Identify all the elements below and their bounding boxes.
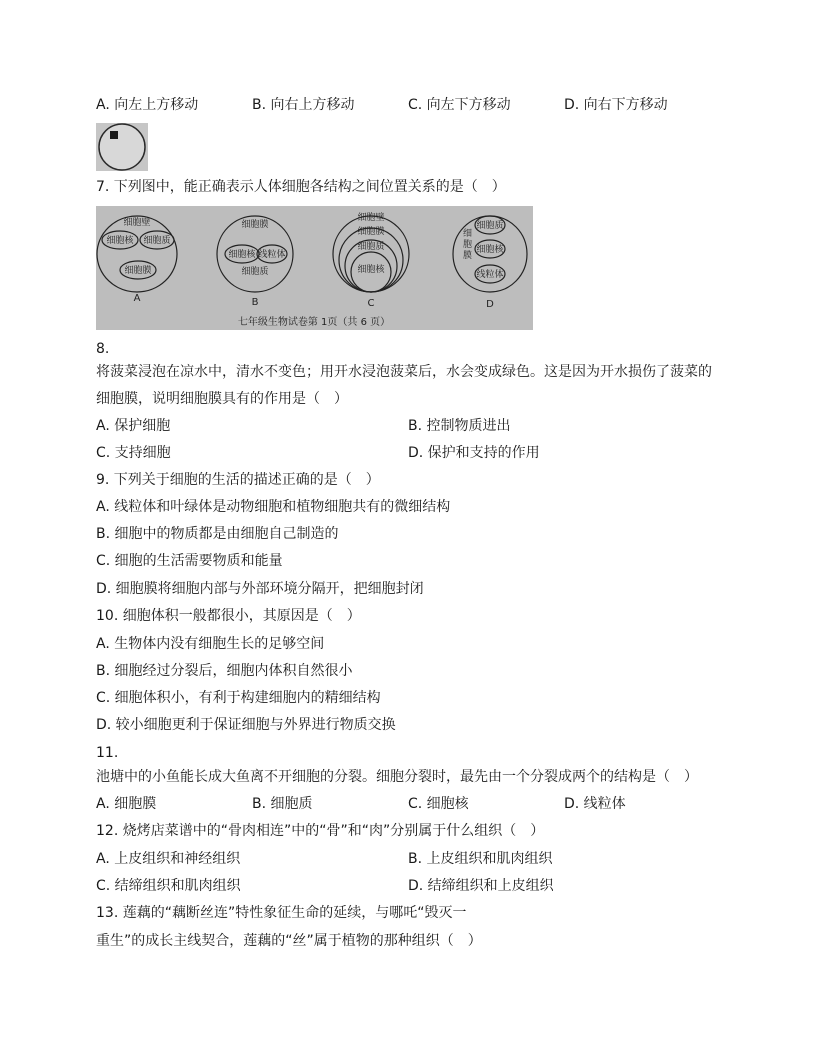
fig-d-inner-2: 细胞核 [476,245,504,255]
q12-option-b: B. 上皮组织和肌肉组织 [408,851,553,867]
q10-stem: 10. 细胞体积一般都很小，其原因是（ ） [96,608,361,624]
q10-option-c: C. 细胞体积小，有利于构建细胞内的精细结构 [96,690,381,706]
q6-option-b: B. 向右上方移动 [252,97,355,113]
q11-option-d: D. 线粒体 [564,796,626,812]
q8-option-b: B. 控制物质进出 [408,418,511,434]
fig-c-ring-2: 细胞膜 [357,227,385,237]
q7-stem: 7. 下列图中，能正确表示人体细胞各结构之间位置关系的是（ ） [96,179,506,195]
q6-option-d: D. 向右下方移动 [564,97,668,113]
fig-a-outer: 细胞壁 [123,218,151,228]
fig-a-inner-1: 细胞核 [106,236,134,246]
q13-stem-1: 13. 莲藕的“藕断丝连”特性象征生命的延续，与哪吒“毁灭一 [96,905,467,921]
q12-stem: 12. 烧烤店菜谱中的“骨肉相连”中的“骨”和“肉”分别属于什么组织（ ） [96,823,545,839]
q9-option-c: C. 细胞的生活需要物质和能量 [96,553,283,569]
fig-a-inner-3: 细胞膜 [124,266,152,276]
q9-option-d: D. 细胞膜将细胞内部与外部环境分隔开，把细胞封闭 [96,581,424,597]
fig-b-inner-1: 细胞核 [228,250,256,260]
q10-option-a: A. 生物体内没有细胞生长的足够空间 [96,636,325,652]
fig-c-label: C [367,298,375,309]
q9-option-a: A. 线粒体和叶绿体是动物细胞和植物细胞共有的微细结构 [96,499,451,515]
q12-option-d: D. 结缔组织和上皮组织 [408,878,554,894]
q11-option-b: B. 细胞质 [252,796,313,812]
fig-d-side-label: 细胞膜 [463,229,473,261]
q11-option-a: A. 细胞膜 [96,796,157,812]
q8-number: 8. [96,341,110,357]
q12-option-a: A. 上皮组织和神经组织 [96,851,241,867]
q11-option-c: C. 细胞核 [408,796,469,812]
q6-option-c: C. 向左下方移动 [408,97,511,113]
q10-option-b: B. 细胞经过分裂后，细胞内体积自然很小 [96,663,353,679]
q9-option-b: B. 细胞中的物质都是由细胞自己制造的 [96,526,339,542]
q8-stem-1: 将菠菜浸泡在凉水中，清水不变色；用开水浸泡菠菜后，水会变成绿色。这是因为开水损伤了菠菜的 [96,364,712,380]
fig-b-inner-2: 线粒体 [258,250,286,260]
q11-stem: 池塘中的小鱼能长成大鱼离不开细胞的分裂。细胞分裂时，最先由一个分裂成两个的结构是（ ） [96,769,698,785]
fig-b-outer: 细胞膜 [241,220,269,230]
fig-d-inner-3: 线粒体 [476,270,504,280]
q10-option-d: D. 较小细胞更利于保证细胞与外界进行物质交换 [96,717,396,733]
q8-stem-2: 细胞膜，说明细胞膜具有的作用是（ ） [96,391,348,407]
fig-b-inner-3: 细胞质 [241,267,269,277]
q13-stem-2: 重生”的成长主线契合，莲藕的“丝”属于植物的那种组织（ ） [96,933,482,949]
q8-option-a: A. 保护细胞 [96,418,171,434]
fig-c-ring-1: 细胞壁 [357,213,385,223]
fig-d-label: D [486,299,494,310]
q7-figure-image [96,206,533,330]
fig-a-inner-2: 细胞质 [143,236,171,246]
fig-b-label: B [251,297,259,308]
fig-footer: 七年级生物试卷第 1页（共 6 页） [237,317,391,328]
fig-d-inner-1: 细胞质 [476,221,504,231]
q8-option-c: C. 支持细胞 [96,445,171,461]
q9-stem: 9. 下列关于细胞的生活的描述正确的是（ ） [96,472,380,488]
fig-c-ring-4: 细胞核 [357,265,385,275]
fig-a-label: A [133,293,141,304]
q11-number: 11. [96,745,119,761]
q12-option-c: C. 结缔组织和肌肉组织 [96,878,241,894]
q8-option-d: D. 保护和支持的作用 [408,445,540,461]
microscope-field-image [96,123,148,171]
q6-option-a: A. 向左上方移动 [96,97,199,113]
fig-c-ring-3: 细胞质 [357,242,385,252]
